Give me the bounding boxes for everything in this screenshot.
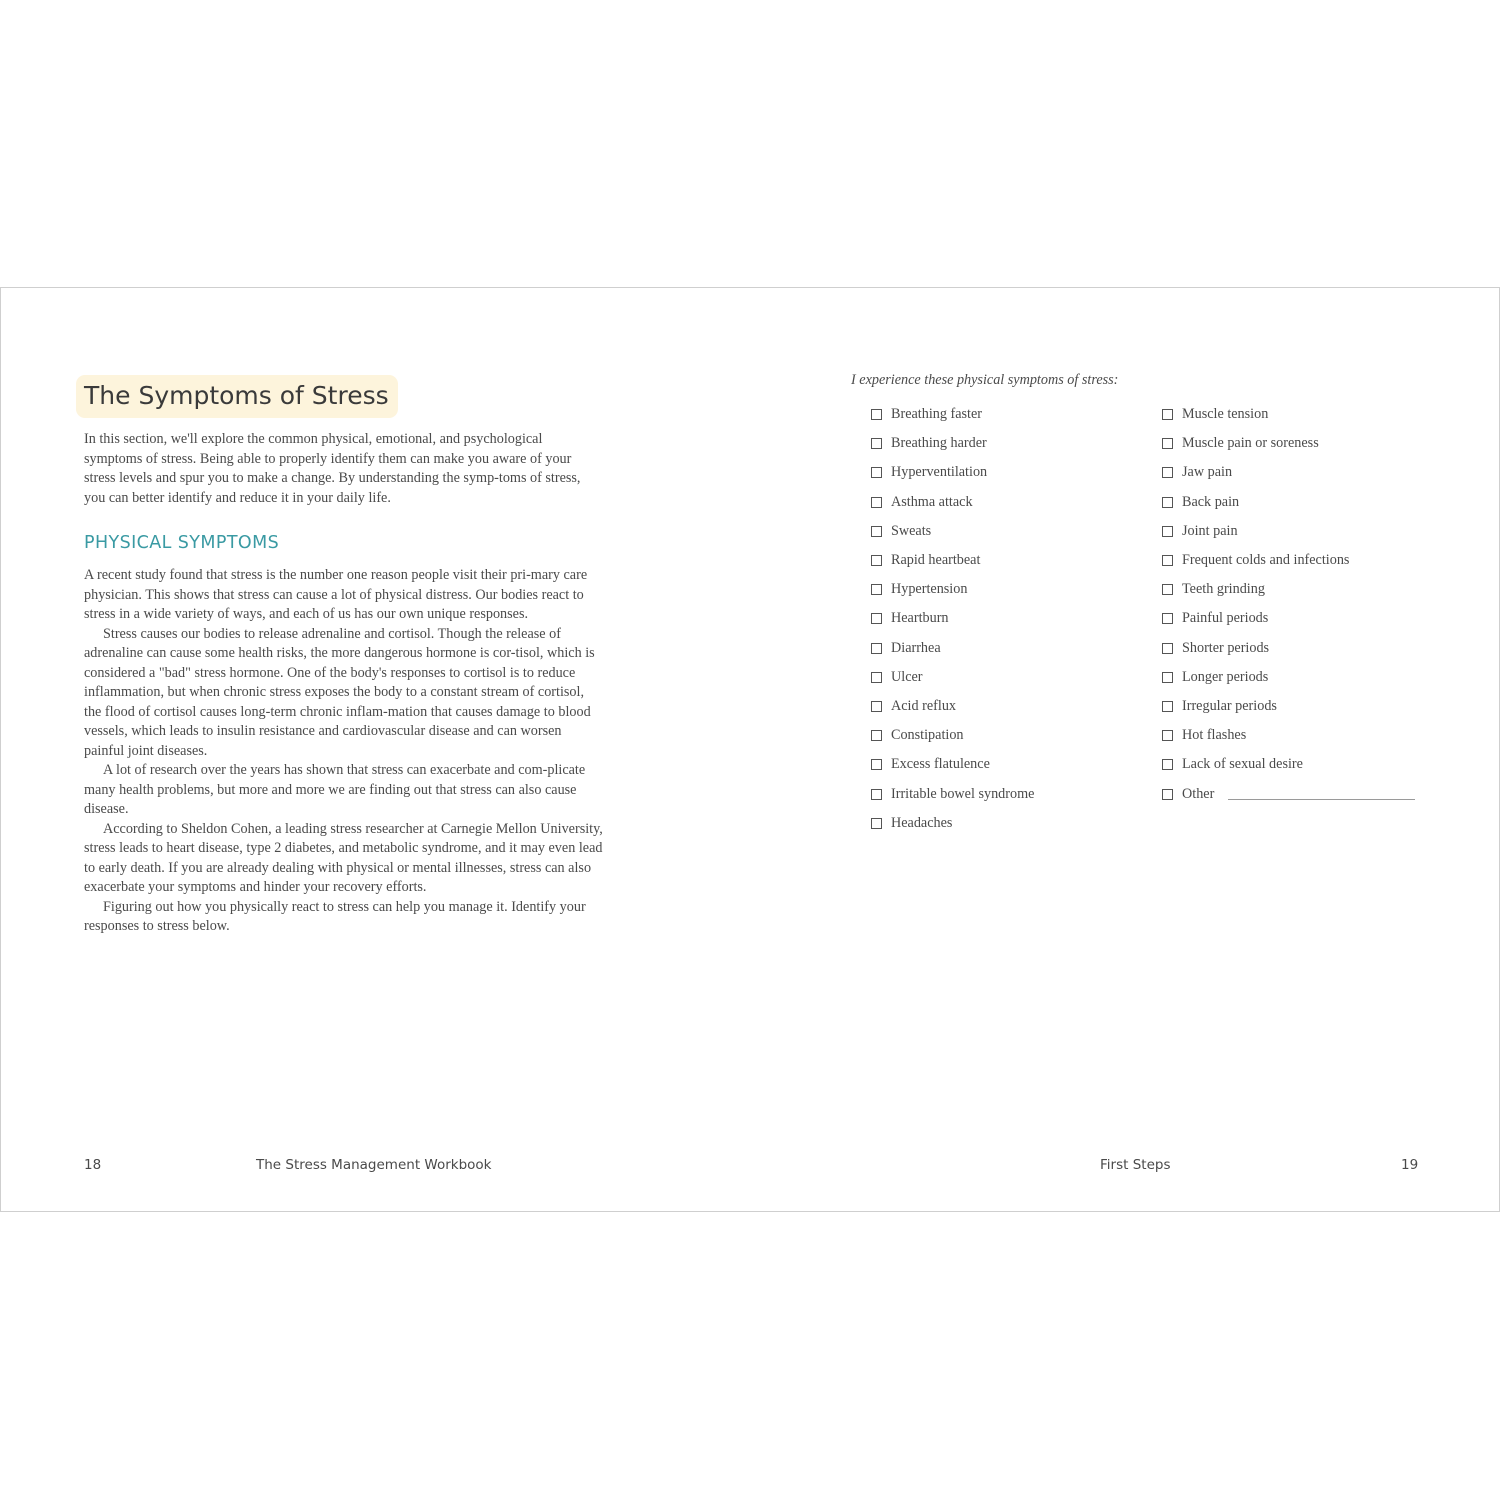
checkbox[interactable] bbox=[871, 497, 882, 508]
checklist-item-label: Constipation bbox=[891, 727, 964, 744]
running-head-left: The Stress Management Workbook bbox=[256, 1157, 492, 1173]
checkbox[interactable] bbox=[871, 789, 882, 800]
checkbox[interactable] bbox=[1162, 759, 1173, 770]
checkbox[interactable] bbox=[871, 584, 882, 595]
symptom-checklist-column-1 bbox=[871, 400, 1141, 838]
checkbox[interactable] bbox=[1162, 613, 1173, 624]
page-number-right: 19 bbox=[1401, 1157, 1419, 1173]
checklist-item[interactable] bbox=[1162, 400, 1472, 429]
checklist-item-label: Longer periods bbox=[1182, 668, 1269, 685]
checklist-item-label: Diarrhea bbox=[891, 639, 941, 656]
checklist-item-label: Asthma attack bbox=[891, 493, 973, 510]
checkbox[interactable] bbox=[871, 701, 882, 712]
body-text bbox=[84, 566, 604, 937]
checklist-item-label: Other bbox=[1182, 785, 1215, 802]
checkbox[interactable] bbox=[871, 438, 882, 449]
checklist-item[interactable] bbox=[1162, 458, 1472, 487]
checklist-item-label: Breathing harder bbox=[891, 435, 987, 452]
checklist-item[interactable] bbox=[1162, 429, 1472, 458]
checklist-item[interactable] bbox=[871, 721, 1141, 750]
checklist-item[interactable] bbox=[1162, 604, 1472, 633]
checklist-item-label: Ulcer bbox=[891, 668, 923, 685]
checklist-item[interactable] bbox=[1162, 721, 1472, 750]
section-heading: PHYSICAL SYMPTOMS bbox=[84, 533, 280, 553]
checklist-item[interactable] bbox=[871, 604, 1141, 633]
checklist-item[interactable] bbox=[871, 692, 1141, 721]
checkbox[interactable] bbox=[871, 643, 882, 654]
checklist-item[interactable] bbox=[1162, 575, 1472, 604]
checklist-item[interactable] bbox=[871, 634, 1141, 663]
checklist-item[interactable] bbox=[871, 575, 1141, 604]
checkbox[interactable] bbox=[871, 759, 882, 770]
checklist-item-label: Acid reflux bbox=[891, 697, 957, 714]
checklist-item[interactable] bbox=[871, 809, 1141, 838]
checklist-item-label: Lack of sexual desire bbox=[1182, 756, 1303, 773]
checkbox[interactable] bbox=[1162, 438, 1173, 449]
checkbox[interactable] bbox=[871, 467, 882, 478]
checklist-item-label: Rapid heartbeat bbox=[891, 552, 981, 569]
checkbox[interactable] bbox=[1162, 467, 1173, 478]
checkbox[interactable] bbox=[1162, 409, 1173, 420]
checkbox[interactable] bbox=[1162, 701, 1173, 712]
checkbox[interactable] bbox=[1162, 672, 1173, 683]
checklist-item[interactable] bbox=[1162, 517, 1472, 546]
checklist-item-label: Irritable bowel syndrome bbox=[891, 785, 1035, 802]
checkbox[interactable] bbox=[1162, 789, 1173, 800]
checklist-item-label: Joint pain bbox=[1182, 522, 1238, 539]
checklist-item-label: Frequent colds and infections bbox=[1182, 552, 1350, 569]
checklist-item[interactable] bbox=[871, 429, 1141, 458]
checkbox[interactable] bbox=[1162, 555, 1173, 566]
checklist-item-label: Teeth grinding bbox=[1182, 581, 1265, 598]
body-paragraph: According to Sheldon Cohen, a leading stress researcher at Carnegie Mellon University, stress leads to heart disease, type 2 diabetes, and metabolic syndrome, and it may even lead to early death. If you are already dealing with physical or mental illnesses, stress can also exacerbate your symptoms and hinder your recovery efforts. bbox=[84, 820, 603, 895]
checklist-item-label: Hypertension bbox=[891, 581, 968, 598]
running-head-right: First Steps bbox=[1100, 1157, 1171, 1173]
checkbox[interactable] bbox=[871, 555, 882, 566]
checkbox[interactable] bbox=[871, 526, 882, 537]
body-paragraph: A recent study found that stress is the number one reason people visit their pri-mary care physician. This shows that stress can cause a lot of physical distress. Our bodies react to stress in a wide variety of ways, and each of us has our own unique responses. bbox=[84, 567, 588, 622]
body-paragraph: A lot of research over the years has shown that stress can exacerbate and com-plicate many health problems, but more and more we are finding out that stress can also cause disease. bbox=[84, 762, 586, 817]
checklist-item[interactable] bbox=[1162, 488, 1472, 517]
checkbox[interactable] bbox=[871, 672, 882, 683]
checklist-item-label: Irregular periods bbox=[1182, 697, 1277, 714]
checkbox[interactable] bbox=[871, 613, 882, 624]
body-paragraph: Figuring out how you physically react to stress can help you manage it. Identify your responses to stress below. bbox=[84, 898, 586, 934]
checklist-item[interactable] bbox=[871, 517, 1141, 546]
checkbox[interactable] bbox=[1162, 584, 1173, 595]
checkbox[interactable] bbox=[871, 730, 882, 741]
checklist-item-label: Hyperventilation bbox=[891, 464, 988, 481]
checklist-item[interactable] bbox=[871, 488, 1141, 517]
checkbox[interactable] bbox=[871, 409, 882, 420]
checklist-item[interactable] bbox=[871, 663, 1141, 692]
page-number-left: 18 bbox=[84, 1157, 102, 1173]
checklist-prompt: I experience these physical symptoms of stress: bbox=[851, 372, 1119, 388]
checklist-item-label: Shorter periods bbox=[1182, 639, 1270, 656]
checklist-item[interactable] bbox=[1162, 634, 1472, 663]
checkbox[interactable] bbox=[1162, 497, 1173, 508]
body-paragraph: Stress causes our bodies to release adrenaline and cortisol. Though the release of adrenaline can cause some health risks, the more dangerous hormone is cor-tisol, which is considered a "bad" stress hormone. One of the body's responses to cortisol is to reduce inflammation, but when chronic stress exposes the body to a constant stream of cortisol, the flood of cortisol causes long-term chronic inflam-mation that causes damage to blood vessels, which leads to insulin resistance and cardiovascular disease and can worsen painful joint diseases. bbox=[84, 625, 595, 759]
checklist-item[interactable] bbox=[1162, 692, 1472, 721]
checklist-item-label: Breathing faster bbox=[891, 406, 982, 423]
left-page bbox=[1, 288, 750, 1211]
checkbox[interactable] bbox=[1162, 730, 1173, 741]
checklist-item-label: Back pain bbox=[1182, 493, 1240, 510]
other-write-in-line[interactable] bbox=[1228, 798, 1415, 800]
checklist-item-label: Heartburn bbox=[891, 610, 949, 627]
checklist-item[interactable] bbox=[871, 458, 1141, 487]
checklist-item[interactable] bbox=[1162, 779, 1472, 808]
checklist-item-label: Muscle tension bbox=[1182, 406, 1269, 423]
checkbox[interactable] bbox=[1162, 526, 1173, 537]
symptom-checklist-column-2 bbox=[1162, 400, 1472, 809]
checklist-item-label: Sweats bbox=[891, 522, 932, 539]
right-page bbox=[750, 288, 1499, 1211]
checklist-item[interactable] bbox=[871, 779, 1141, 808]
checklist-item[interactable] bbox=[1162, 750, 1472, 779]
checklist-item[interactable] bbox=[871, 546, 1141, 575]
chapter-title: The Symptoms of Stress bbox=[76, 375, 398, 418]
checklist-item[interactable] bbox=[871, 750, 1141, 779]
checklist-item[interactable] bbox=[1162, 546, 1472, 575]
checklist-item[interactable] bbox=[1162, 663, 1472, 692]
intro-paragraph: In this section, we'll explore the common physical, emotional, and psychological symptoms of stress. Being able to properly identify them can make you aware of your stress levels and spur you to make a change. By understanding the symp-toms of stress, you can better identify and reduce it in your daily life. bbox=[84, 431, 581, 506]
checkbox[interactable] bbox=[1162, 643, 1173, 654]
checklist-item-label: Hot flashes bbox=[1182, 727, 1247, 744]
checklist-item-label: Muscle pain or soreness bbox=[1182, 435, 1319, 452]
checklist-item-label: Headaches bbox=[891, 814, 953, 831]
checklist-item[interactable] bbox=[871, 400, 1141, 429]
checklist-item-label: Jaw pain bbox=[1182, 464, 1233, 481]
checklist-item-label: Painful periods bbox=[1182, 610, 1269, 627]
checkbox[interactable] bbox=[871, 818, 882, 829]
book-spread bbox=[0, 287, 1500, 1212]
checklist-item-label: Excess flatulence bbox=[891, 756, 990, 773]
